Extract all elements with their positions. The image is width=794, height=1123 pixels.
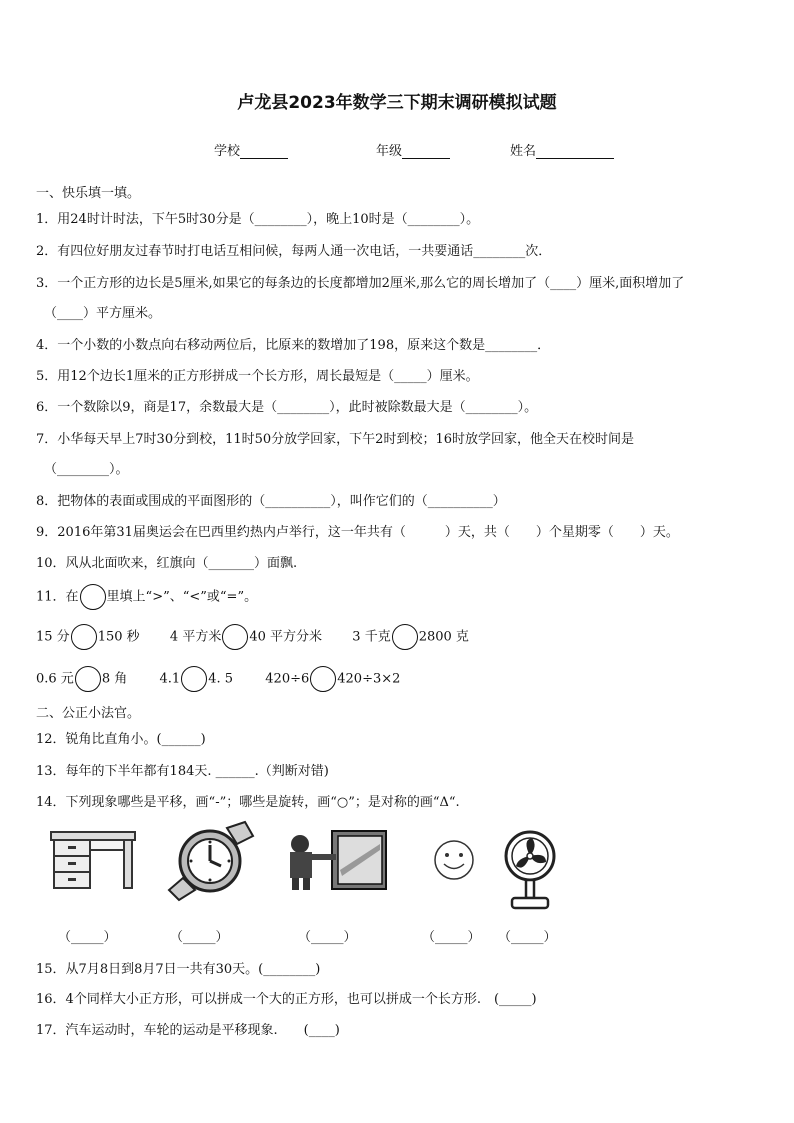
question-15: 15．从7月8日到8月7日一共有30天。(________) (36, 962, 321, 977)
comparison-circle (392, 624, 418, 650)
comparison-circle (181, 666, 207, 692)
question-14: 14．下列现象哪些是平移，画“-”；哪些是旋转，画“○”；是对称的画“Δ“. (36, 795, 460, 810)
answer-blank[interactable]: （_____） (170, 930, 229, 945)
comparison-circle (71, 624, 97, 650)
school-field: 学校 (214, 140, 288, 159)
question-11 (36, 584, 257, 610)
window-icon (282, 830, 388, 892)
cmp-left: 3 千克 (352, 629, 391, 645)
comparison-circle (75, 666, 101, 692)
question-3-line2: （____）平方厘米。 (44, 306, 162, 321)
desk-icon (50, 830, 136, 892)
answer-blank[interactable]: （_____） (298, 930, 357, 945)
page-title: 卢龙县2023年数学三下期末调研模拟试题 (237, 93, 557, 113)
cmp-right: 150 秒 (97, 629, 140, 645)
question-17: 17．汽车运动时，车轮的运动是平移现象. (____) (36, 1023, 340, 1038)
cmp-right: 40 平方分米 (249, 629, 323, 645)
comparison-circle (80, 584, 106, 610)
question-1: 1．用24时计时法，下午5时30分是（________），晚上10时是（________）。 (36, 212, 480, 227)
cmp-left: 0.6 元 (36, 671, 74, 687)
question-3-line1: 3．一个正方形的边长是5厘米,如果它的每条边的长度都增加2厘米,那么它的周长增加了（____）厘米,面积增加了 (36, 276, 685, 291)
cmp-left: 420÷6 (265, 671, 310, 687)
fan-icon (502, 830, 558, 910)
answer-blank[interactable]: （_____） (498, 930, 557, 945)
question-2: 2．有四位好朋友过春节时打电话互相问候，每两人通一次电话，一共要通话________次． (36, 244, 552, 259)
question-6: 6．一个数除以9，商是17，余数最大是（________），此时被除数最大是（________）。 (36, 400, 538, 415)
answer-blank[interactable]: （_____） (58, 930, 117, 945)
cmp-left: 15 分 (36, 629, 70, 645)
question-12: 12．锐角比直角小。(______) (36, 732, 206, 747)
name-field: 姓名 (510, 140, 614, 159)
comparison-circle (222, 624, 248, 650)
section-2-heading: 二、公正小法官。 (36, 706, 141, 721)
question-13: 13．每年的下半年都有184天. ______.（判断对错) (36, 764, 329, 779)
cmp-right: 8 角 (101, 671, 128, 687)
cmp-right: 4. 5 (208, 671, 233, 687)
comparison-row-2 (36, 666, 400, 692)
question-10: 10．风从北面吹来，红旗向（_______）面飘. (36, 556, 298, 571)
q11-prefix: 11．在 (36, 589, 79, 605)
grade-field: 年级 (376, 140, 450, 159)
question-5: 5．用12个边长1厘米的正方形拼成一个长方形，周长最短是（_____）厘米。 (36, 369, 479, 384)
question-8: 8．把物体的表面或围成的平面图形的（__________），叫作它们的（__________） (36, 494, 506, 509)
answer-blank[interactable]: （_____） (422, 930, 481, 945)
cmp-right: 420÷3×2 (337, 671, 401, 687)
question-4: 4．一个小数的小数点向右移动两位后，比原来的数增加了198，原来这个数是________． (36, 338, 551, 353)
comparison-circle (310, 666, 336, 692)
watch-icon (165, 820, 255, 902)
q11-suffix: 里填上“>”、“<”或“=”。 (106, 589, 258, 605)
cmp-right: 2800 克 (418, 629, 469, 645)
question-16: 16．4个同样大小正方形，可以拼成一个大的正方形，也可以拼成一个长方形. (_____) (36, 992, 537, 1007)
question-9: 9．2016年第31届奥运会在巴西里约热内卢举行，这一年共有（ ）天，共（ ）个星期零（ ）天。 (36, 525, 679, 540)
smiley-icon (432, 838, 476, 882)
cmp-left: 4 平方米 (169, 629, 222, 645)
comparison-row-1 (36, 624, 469, 650)
cmp-left: 4.1 (159, 671, 181, 687)
question-7-line1: 7．小华每天早上7时30分到校，11时50分放学回家，下午2时到校；16时放学回家，他全天在校时间是 (36, 432, 634, 447)
section-1-heading: 一、快乐填一填。 (36, 186, 141, 201)
question-7-line2: （________）。 (44, 462, 129, 477)
